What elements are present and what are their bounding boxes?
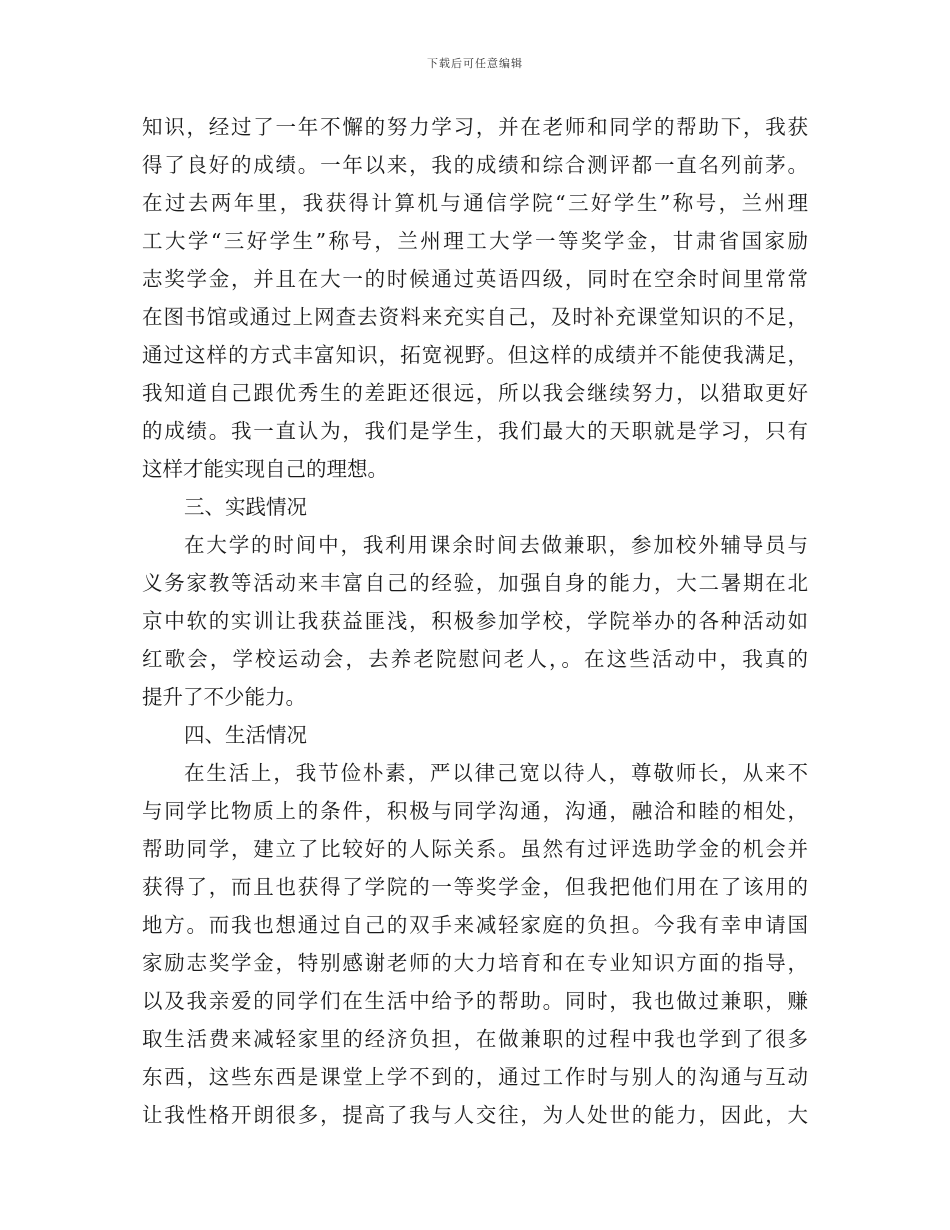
header-note: 下载后可任意编辑: [427, 57, 523, 70]
text-line: 在大学的时间中，我利用课余时间去做兼职，参加校外辅导员与: [184, 533, 808, 557]
text-line: 我知道自己跟优秀生的差距还很远，所以我会继续努力，以猎取更好: [142, 381, 808, 405]
text-line: 在过去两年里，我获得计算机与通信学院“三好学生”称号，兰州理: [142, 191, 808, 215]
text-line: 志奖学金，并且在大一的时候通过英语四级，同时在空余时间里常常: [142, 267, 808, 291]
text-line: 提升了不少能力。: [142, 685, 306, 709]
text-line: 获得了，而且也获得了学院的一等奖学金，但我把他们用在了该用的: [142, 875, 808, 899]
text-line: 工大学“三好学生”称号，兰州理工大学一等奖学金，甘肃省国家励: [142, 229, 808, 253]
text-line: 让我性格开朗很多，提高了我与人交往，为人处世的能力，因此，大: [142, 1103, 808, 1127]
text-line: 在图书馆或通过上网查去资料来充实自己，及时补充课堂知识的不足，: [142, 305, 808, 329]
text-line: 家励志奖学金，特别感谢老师的大力培育和在专业知识方面的指导，: [142, 951, 808, 975]
text-line: 通过这样的方式丰富知识，拓宽视野。但这样的成绩并不能使我满足，: [142, 343, 808, 367]
text-line: 帮助同学，建立了比较好的人际关系。虽然有过评选助学金的机会并: [142, 837, 808, 861]
text-line: 义务家教等活动来丰富自己的经验，加强自身的能力，大二暑期在北: [142, 571, 808, 595]
text-line: 这样才能实现自己的理想。: [142, 457, 388, 481]
text-line: 红歌会，学校运动会，去养老院慰问老人，。在这些活动中，我真的: [142, 647, 808, 671]
text-line: 京中软的实训让我获益匪浅，积极参加学校，学院举办的各种活动如: [142, 609, 808, 633]
text-line: 取生活费来减轻家里的经济负担，在做兼职的过程中我也学到了很多: [142, 1027, 808, 1051]
section-heading: 三、实践情况: [184, 495, 307, 519]
text-line: 东西，这些东西是课堂上学不到的，通过工作时与别人的沟通与互动: [142, 1065, 808, 1089]
section-heading: 四、生活情况: [184, 723, 307, 747]
text-line: 与同学比物质上的条件，积极与同学沟通，沟通，融洽和睦的相处，: [142, 799, 808, 823]
text-line: 在生活上，我节俭朴素，严以律己宽以待人，尊敬师长，从来不: [184, 761, 808, 785]
text-line: 知识，经过了一年不懈的努力学习，并在老师和同学的帮助下，我获: [142, 115, 808, 139]
text-line: 以及我亲爱的同学们在生活中给予的帮助。同时，我也做过兼职，赚: [142, 989, 808, 1013]
text-line: 得了良好的成绩。一年以来，我的成绩和综合测评都一直名列前茅。: [142, 153, 808, 177]
text-line: 的成绩。我一直认为，我们是学生，我们最大的天职就是学习，只有: [142, 419, 808, 443]
document-body: [142, 108, 808, 1134]
text-line: 地方。而我也想通过自己的双手来减轻家庭的负担。今我有幸申请国: [142, 913, 808, 937]
